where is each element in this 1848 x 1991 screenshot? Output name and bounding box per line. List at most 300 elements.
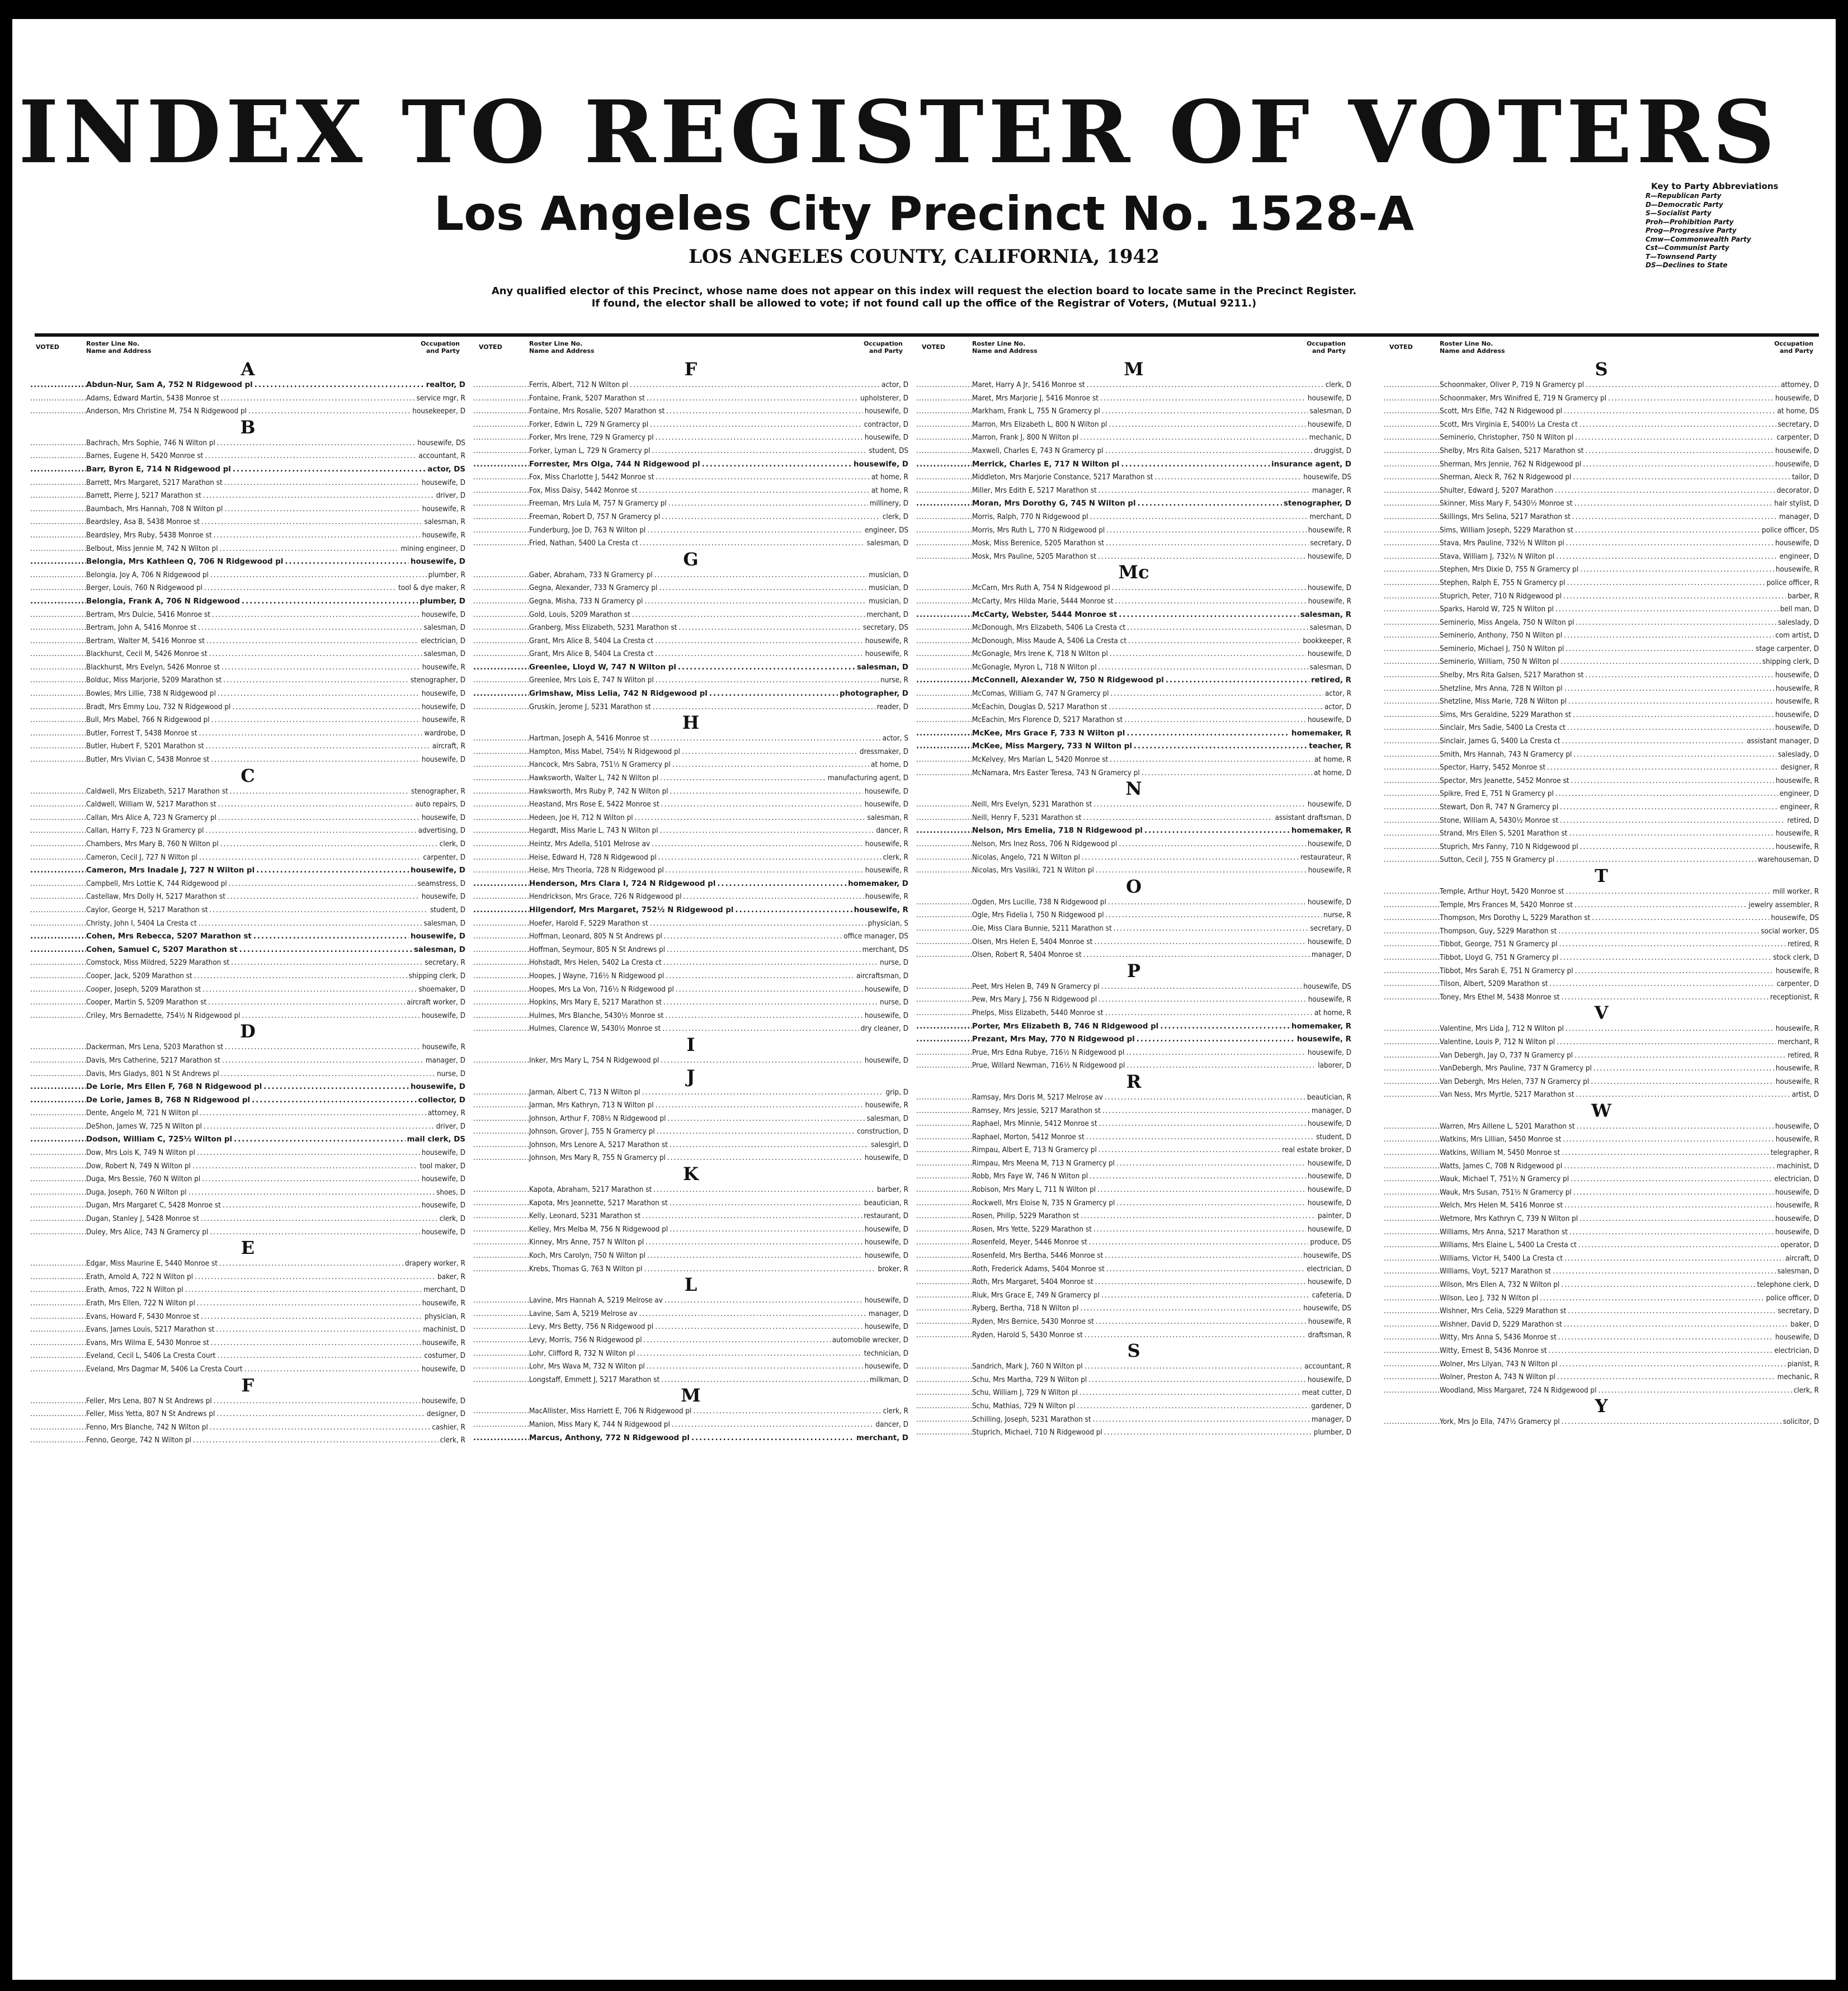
voter-occupation-party: housewife, R [422,531,465,540]
voted-checkmark-space [916,497,972,511]
voter-name-address: McNamara, Mrs Easter Teresa, 743 N Gramercy pl [972,768,1140,777]
voter-entry [916,484,1351,498]
voted-checkmark-space [30,1395,86,1408]
voter-entry [1384,695,1819,709]
voter-occupation-party: housewife, D [1307,937,1351,946]
party-key-item: T—Townsend Party [1646,252,1717,261]
alphabet-section-letter: V [1594,1002,1609,1024]
dot-leader [199,851,421,865]
voter-occupation-party: physician, R [424,1312,465,1321]
dot-leader [650,917,866,931]
voter-occupation-party: homemaker, R [1291,729,1351,738]
voter-occupation-party: salesman, D [413,945,465,954]
voted-checkmark-space [1384,925,1440,938]
voter-entry [30,1081,465,1094]
voter-entry [473,838,908,851]
dot-leader [1580,563,1774,577]
roster-header-line1: Roster Line No. [1440,340,1493,347]
dot-leader [217,1350,422,1363]
voter-occupation-party: technician, D [864,1349,908,1358]
voted-checkmark-space [30,1284,86,1297]
voter-name-address: Ramsay, Mrs Doris M, 5217 Melrose av [972,1093,1103,1102]
voter-name-address: Koch, Mrs Carolyn, 750 N Wilton pl [529,1252,646,1261]
voted-checkmark-space [30,608,86,622]
voter-occupation-party: housewife, D [421,702,465,711]
voter-name-address: Stewart, Don R, 747 N Gramercy pl [1440,803,1559,812]
voter-name-address: Prue, Willard Newman, 716½ N Ridgewood pl [972,1061,1125,1070]
voter-name-address: York, Mrs Jo Ella, 747½ Gramercy pl [1440,1418,1560,1427]
voted-checkmark-space [473,1320,529,1334]
voted-checkmark-space [916,1302,972,1315]
voter-occupation-party: hair stylist, D [1774,499,1819,508]
voted-checkmark-space [1384,1371,1440,1384]
voter-entry [30,516,465,529]
dot-leader [210,1421,431,1435]
voter-entry [30,890,465,904]
voter-name-address: Evans, Mrs Wilma E, 5430 Monroe st [86,1338,209,1347]
voted-checkmark-space [30,890,86,904]
voter-occupation-party: barber, R [1787,592,1819,601]
dot-leader [203,489,435,503]
voter-entry [1384,1133,1819,1147]
voter-occupation-party: police officer, D [1766,1294,1819,1303]
dot-leader [229,877,416,891]
voter-name-address: Heise, Edward H, 728 N Ridgewood pl [529,853,657,862]
voter-name-address: Prue, Mrs Edna Rubye, 716½ N Ridgewood pl [972,1048,1125,1057]
voter-occupation-party: housewife, D [410,1083,465,1092]
voter-name-address: Dente, Angelo M, 721 N Wilton pl [86,1109,199,1118]
voter-entry [916,936,1351,949]
voter-name-address: Middleton, Mrs Marjorie Constance, 5217 Marathon st [972,473,1153,482]
voter-name-address: Maret, Harry A Jr, 5416 Monroe st [972,381,1085,389]
party-key-item: D—Democratic Party [1646,200,1723,209]
voted-checkmark-space [916,1289,972,1303]
voter-occupation-party: stenographer, R [411,787,465,796]
dot-leader [655,1320,863,1334]
dot-leader [227,890,420,904]
voter-name-address: Ryden, Mrs Bernice, 5430 Monroe st [972,1318,1094,1326]
voter-occupation-party: accountant, R [1304,1362,1351,1371]
voted-checkmark-space [30,996,86,1009]
voter-entry [916,740,1351,753]
voter-occupation-party: housewife, D [1307,1172,1351,1181]
voter-entry [473,798,908,812]
voter-occupation-party: housewife, R [422,1043,465,1052]
voter-occupation-party: housewife, D [1307,1225,1351,1234]
voter-occupation-party: electrician, D [1307,1265,1351,1273]
voter-entry [1384,392,1819,405]
voter-occupation-party: housewife, R [422,1338,465,1347]
voter-occupation-party: housewife, D [1775,460,1819,469]
voted-checkmark-space [473,1125,529,1139]
voter-name-address: Fox, Miss Charlotte J, 5442 Monroe st [529,473,654,482]
voter-occupation-party: salesman, R [1300,610,1351,619]
voter-occupation-party: seamstress, D [417,879,465,888]
dot-leader [644,1263,876,1276]
voter-name-address: Inker, Mrs Mary L, 754 N Ridgewood pl [529,1056,659,1065]
voter-name-address: Seminerio, Christopher, 750 N Wilton pl [1440,433,1574,442]
dot-leader [1080,1302,1302,1315]
voted-checkmark-space [916,767,972,780]
voter-occupation-party: homemaker, R [1291,1022,1351,1031]
voter-occupation-party: housewife, D [1775,1228,1819,1237]
voted-checkmark-space [1384,1075,1440,1089]
voted-checkmark-space [473,497,529,511]
voted-checkmark-space [473,851,529,865]
voter-occupation-party: retired, R [1788,940,1819,949]
voter-occupation-party: housewife, D [1307,584,1351,593]
dot-leader [202,983,417,997]
dot-leader [657,1125,855,1139]
dot-leader [197,1147,420,1160]
voter-entry [473,1308,908,1321]
dot-leader [1562,1416,1781,1429]
voted-checkmark-space [1384,471,1440,484]
voter-entry [473,746,908,759]
dot-leader [204,582,397,595]
voter-entry [1384,801,1819,814]
voter-occupation-party: housewife, D [410,558,465,567]
voter-name-address: Cameron, Cecil J, 727 N Wilton pl [86,853,197,862]
voted-checkmark-space [30,956,86,970]
voter-entry [916,1020,1351,1034]
dot-leader [239,943,412,957]
voter-name-address: Stone, William A, 5430½ Monroe st [1440,816,1559,825]
voter-entry [1384,1036,1819,1049]
voter-entry [30,529,465,542]
voter-entry [30,1068,465,1081]
voter-occupation-party: housewife, D [1307,394,1351,403]
voter-name-address: Caldwell, William W, 5217 Marathon st [86,800,216,809]
voter-occupation-party: housewife, D [864,1225,908,1234]
voter-entry [30,943,465,957]
voted-checkmark-space [473,1022,529,1036]
voter-entry [473,930,908,943]
voted-checkmark-space [473,1009,529,1023]
voter-entry [473,1183,908,1197]
voter-entry [30,635,465,648]
voted-checkmark-space [30,648,86,661]
voter-entry [916,1033,1351,1046]
voter-occupation-party: housewife, R [1308,526,1351,535]
voter-occupation-party: housewife, D [421,1175,465,1184]
voter-occupation-party: housekeeper, D [412,407,465,416]
voter-occupation-party: housewife, R [1775,684,1819,693]
voter-occupation-party: salesman, D [856,663,908,672]
dot-leader [219,1257,403,1271]
voter-entry [473,648,908,661]
voter-occupation-party: housewife, D [421,610,465,619]
dot-leader [1081,1210,1316,1223]
voter-entry [916,701,1351,714]
voter-entry [473,917,908,931]
dot-leader [1569,827,1774,841]
dot-leader [1106,524,1307,537]
voter-occupation-party: at home, R [871,473,908,482]
voter-occupation-party: bell man, D [1780,605,1819,614]
voter-entry [1384,577,1819,590]
dot-leader [1608,392,1774,405]
voter-name-address: Bolduc, Miss Marjorie, 5209 Marathon st [86,676,222,685]
dot-leader [682,746,858,759]
voter-entry [473,687,908,701]
alphabet-section-letter: I [686,1034,695,1055]
dot-leader [655,635,864,648]
voted-checkmark-space [30,838,86,851]
voter-occupation-party: shoemaker, D [418,985,465,994]
dot-leader [1106,1263,1305,1276]
voter-occupation-party: housewife, D [1775,539,1819,548]
voter-occupation-party: mining engineer, D [400,544,465,553]
voter-entry [916,1386,1351,1400]
voted-checkmark-space [916,922,972,936]
voter-occupation-party: draftsman, R [1308,1331,1351,1339]
voter-entry [1384,405,1819,418]
voter-entry [473,582,908,595]
voter-occupation-party: machinist, D [1776,1162,1819,1171]
dot-leader [678,661,855,674]
voter-occupation-party: salesman, D [1309,663,1351,672]
voter-entry [1384,899,1819,912]
dot-leader [1100,392,1306,405]
voter-entry [1384,497,1819,511]
voter-entry [30,1041,465,1054]
voter-occupation-party: nurse, D [880,959,908,968]
dot-leader [254,379,425,392]
alphabet-section-letter: W [1591,1100,1611,1121]
dot-leader [1556,550,1778,564]
voter-name-address: Dow, Mrs Lois K, 749 N Wilton pl [86,1149,195,1158]
voted-checkmark-space [916,445,972,458]
dot-leader [642,1086,884,1100]
voter-entry [1384,524,1819,537]
voter-name-address: Watts, James C, 708 N Ridgewood pl [1440,1162,1563,1171]
voter-occupation-party: construction, D [857,1127,908,1136]
voter-occupation-party: housewife, R [865,650,908,659]
dot-leader [635,812,866,825]
dot-leader [1573,748,1776,762]
voter-entry [473,1334,908,1347]
voter-entry [30,569,465,582]
voter-occupation-party: housewife, D [864,1154,908,1163]
voter-name-address: Caldwell, Mrs Elizabeth, 5217 Marathon st [86,787,228,796]
voter-entry [1384,511,1819,524]
voter-occupation-party: housewife, D [1307,800,1351,809]
voted-checkmark-space [1384,814,1440,828]
voter-entry [916,1289,1351,1303]
occupation-header-line2: and Party [869,347,903,355]
voted-checkmark-space [30,1257,86,1271]
voter-entry [1384,787,1819,801]
voter-occupation-party: housewife, R [854,905,908,914]
voter-occupation-party: manager, R [1312,486,1351,495]
voter-entry [30,701,465,714]
dot-leader [1559,1358,1786,1371]
dot-leader [1097,1183,1306,1197]
voter-occupation-party: secretary, DS [862,624,908,633]
voted-checkmark-space [30,904,86,917]
voted-checkmark-space [1384,1173,1440,1186]
voter-entry [473,890,908,904]
voter-name-address: Sherman, Aleck R, 762 N Ridgewood pl [1440,473,1572,482]
voter-name-address: Smith, Mrs Hannah, 743 N Gramercy pl [1440,750,1572,759]
voter-name-address: Hoopes, J Wayne, 716½ N Ridgewood pl [529,971,664,980]
voter-occupation-party: housewife, R [865,866,908,875]
alphabet-section-letter: B [240,416,256,438]
voted-checkmark-space [30,1310,86,1324]
voter-occupation-party: housewife, D [1307,716,1351,725]
voted-checkmark-space [30,437,86,450]
voter-occupation-party: housewife, R [1308,1318,1351,1326]
dot-leader [672,758,869,772]
voter-occupation-party: housewife, R [1308,866,1351,875]
voter-name-address: Forker, Edwin L, 729 N Gramercy pl [529,420,649,429]
voted-checkmark-space [1384,1278,1440,1292]
voter-name-address: Johnson, Grover J, 755 N Gramercy pl [529,1127,655,1136]
voter-occupation-party: assistant draftsman, D [1275,813,1351,822]
voted-checkmark-space [473,635,529,648]
dot-leader [1548,1344,1772,1358]
dot-leader [1564,1252,1784,1266]
voter-occupation-party: telephone clerk, D [1757,1281,1819,1289]
voter-entry [1384,814,1819,828]
roster-header-line1: Roster Line No. [86,340,140,347]
voter-entry [916,582,1351,595]
dot-leader [1105,1007,1313,1020]
voter-entry [30,1120,465,1134]
voter-occupation-party: housewife, D [421,1228,465,1237]
voted-checkmark-space [1384,775,1440,788]
dot-leader [639,1308,866,1321]
voter-entry [473,674,908,687]
voter-entry [916,1144,1351,1157]
dot-leader [1104,1426,1312,1440]
dot-leader [218,687,420,701]
dot-leader [1564,1199,1774,1212]
voter-occupation-party: secretary, R [425,959,465,968]
voter-name-address: Nelson, Mrs Emelia, 718 N Ridgewood pl [972,827,1143,836]
dot-leader [1563,590,1786,603]
voted-checkmark-space [916,753,972,767]
voter-occupation-party: beautician, R [864,1199,908,1207]
dot-leader [1086,1131,1314,1144]
voter-occupation-party: salesman, R [424,518,465,527]
voter-name-address: Williams, Mrs Anna, 5217 Marathon st [1440,1228,1568,1237]
voted-checkmark-space [473,1210,529,1223]
voter-occupation-party: housewife, D [1307,1159,1351,1168]
voter-name-address: Seminerio, Anthony, 750 N Wilton pl [1440,631,1563,640]
alphabet-section-letter: J [686,1065,695,1087]
voter-occupation-party: merchant, R [1778,1037,1819,1046]
voter-occupation-party: housewife, D [1307,1199,1351,1207]
voted-checkmark-space [916,458,972,471]
voted-checkmark-space [916,379,972,392]
dot-leader [672,1418,874,1432]
voter-occupation-party: merchant, DS [862,945,908,954]
elector-notice [12,285,1836,310]
voter-occupation-party: engineer, DS [864,526,908,535]
voter-occupation-party: insurance agent, D [1271,460,1351,469]
voter-occupation-party: housewife, R [1775,1077,1819,1086]
voter-entry [916,1105,1351,1118]
voter-entry [916,524,1351,537]
voted-checkmark-space [473,970,529,983]
dot-leader [1138,497,1282,511]
voter-occupation-party: baker, D [1790,1320,1819,1329]
voter-occupation-party: shipping clerk, D [408,971,465,980]
precinct-subtitle: Los Angeles City Precinct No. 1528-A [433,186,1415,241]
voter-name-address: Tibbot, Mrs Sarah E, 751 N Gramercy pl [1440,966,1573,975]
voter-occupation-party: plumber, R [428,570,465,579]
voted-checkmark-space [1384,524,1440,537]
voter-occupation-party: housewife, R [865,636,908,645]
voter-occupation-party: housewife, DS [1771,914,1819,923]
voter-entry [473,1054,908,1068]
voter-occupation-party: housewife, D [421,1201,465,1210]
voter-entry [1384,735,1819,748]
voter-occupation-party: at home, R [1314,756,1351,765]
voter-occupation-party: retired, R [1310,676,1351,685]
voted-checkmark-space [473,524,529,537]
voter-occupation-party: realtor, D [426,381,465,389]
voted-checkmark-space [916,687,972,701]
voted-checkmark-space [1384,1265,1440,1278]
dot-leader [676,983,863,997]
voted-checkmark-space [473,732,529,746]
dot-leader [1561,991,1768,1004]
voter-occupation-party: clerk, R [883,853,908,862]
voter-occupation-party: saleslady, D [1778,618,1819,627]
voter-name-address: Roth, Mrs Margaret, 5404 Monroe st [972,1278,1093,1287]
voter-occupation-party: actor, R [1324,690,1351,699]
voted-checkmark-space [1384,1133,1440,1147]
voter-entry [30,674,465,687]
voter-name-address: Schu, William J, 729 N Wilton pl [972,1389,1078,1398]
dot-leader [660,824,875,838]
column-header [1384,340,1819,360]
dot-leader [1564,682,1774,696]
voted-checkmark-space [30,503,86,516]
voter-entry [916,922,1351,936]
voted-checkmark-space [30,542,86,556]
voter-occupation-party: operator, D [1780,1241,1819,1250]
voter-column-1 [30,340,465,1962]
dot-leader [1083,949,1310,962]
voter-occupation-party: mechanic, R [1777,1373,1819,1382]
dot-leader [199,727,423,740]
dot-leader [1540,1292,1764,1305]
voter-occupation-party: housewife, R [422,663,465,672]
voter-entry [916,1197,1351,1210]
voted-checkmark-space [473,1334,529,1347]
voted-checkmark-space [916,838,972,851]
voter-entry [473,996,908,1009]
voter-entry [30,1350,465,1363]
voter-name-address: Cooper, Martin S, 5209 Marathon st [86,998,207,1007]
voter-name-address: Thompson, Guy, 5229 Marathon st [1440,927,1557,936]
voter-occupation-party: social worker, DS [1761,927,1819,936]
voter-name-address: McDonough, Mrs Elizabeth, 5406 La Cresta ct [972,624,1126,633]
voter-occupation-party: homemaker, D [848,879,908,888]
voter-name-address: Hulmes, Mrs Blanche, 5430½ Monroe st [529,1011,664,1020]
voter-column-4 [1384,340,1819,1962]
voted-checkmark-space [473,392,529,405]
voter-entry [473,1432,908,1445]
voter-occupation-party: nurse, R [1323,911,1351,920]
voter-name-address: Miller, Mrs Edith E, 5217 Marathon st [972,486,1097,495]
voted-checkmark-space [473,608,529,622]
voter-entry [30,1323,465,1337]
